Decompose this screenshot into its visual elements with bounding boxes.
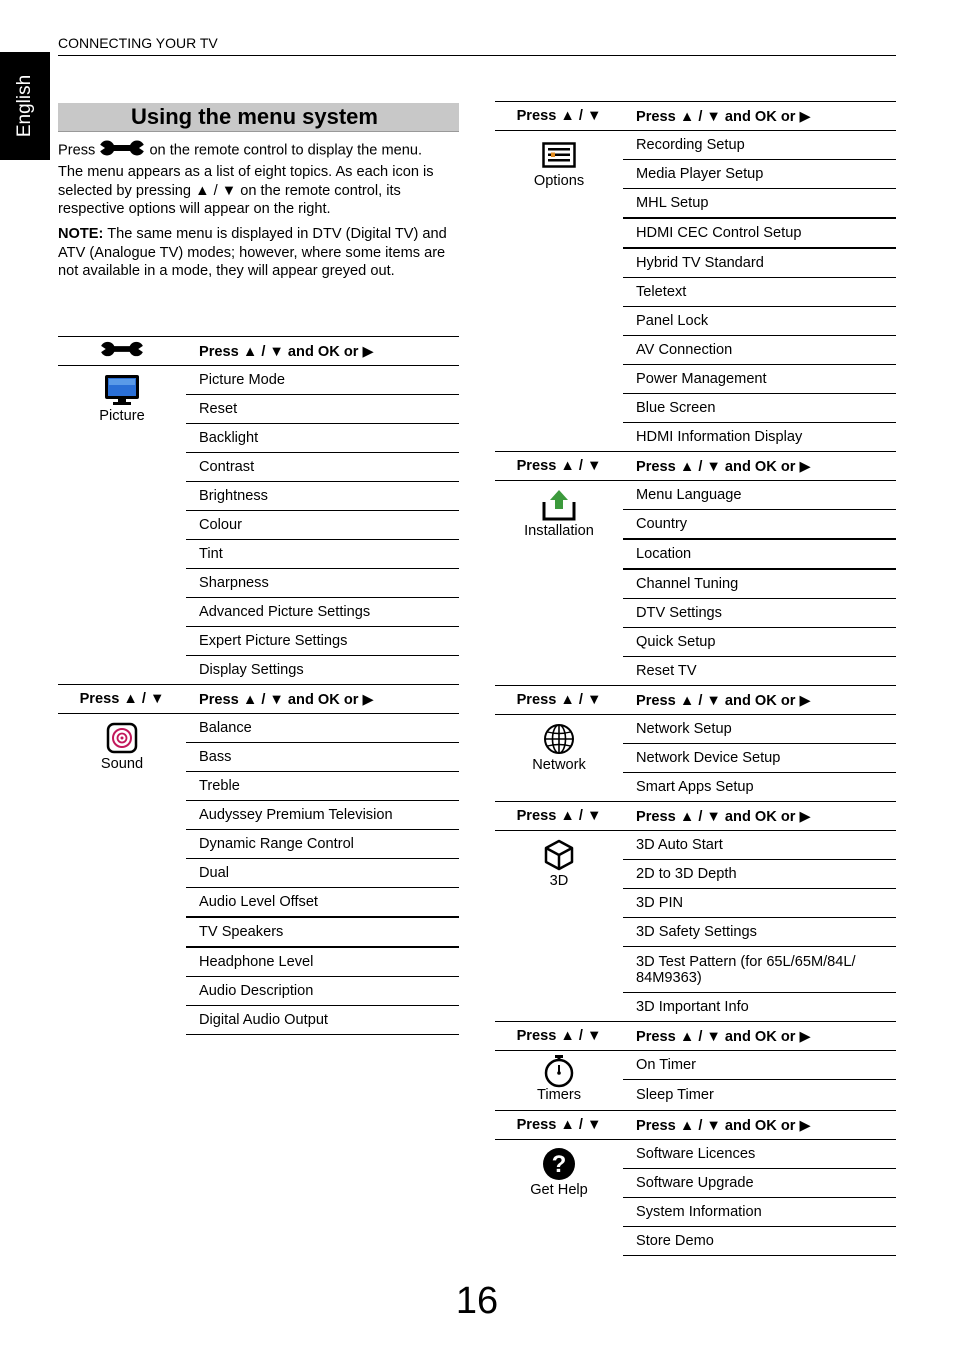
network-label: Network xyxy=(532,757,586,773)
help-icon xyxy=(495,1148,623,1180)
timers-section xyxy=(495,1022,896,1111)
installation-section xyxy=(495,452,896,686)
press-ok-instruction: Press ▲ / ▼ and OK or ▶ xyxy=(623,452,896,481)
menu-item: Sleep Timer xyxy=(636,1087,714,1103)
menu-item: 3D Auto Start xyxy=(623,831,896,860)
tv-icon xyxy=(58,374,186,406)
press-instruction: Press ▲ / ▼ xyxy=(495,686,623,715)
intro-paragraph: The menu appears as a list of eight topics. As each icon is selected by pressing ▲ / ▼ on the remote control, its respective options will appear on the right. xyxy=(58,164,434,217)
menu-item: Blue Screen xyxy=(623,394,896,423)
menu-item: Dynamic Range Control xyxy=(186,830,459,859)
menu-item: Digital Audio Output xyxy=(186,1006,459,1035)
menu-item: Audio Description xyxy=(186,977,459,1006)
menu-item: Media Player Setup xyxy=(623,160,896,189)
picture-label: Picture xyxy=(99,408,145,424)
menu-item: Software Upgrade xyxy=(623,1169,896,1198)
press-ok-instruction: Press ▲ / ▼ and OK or ▶ xyxy=(623,802,896,831)
menu-item: 3D Safety Settings xyxy=(623,918,896,947)
press-ok-instruction: Press ▲ / ▼ and OK or ▶ xyxy=(623,102,896,131)
globe-icon xyxy=(495,723,623,755)
menu-item: Backlight xyxy=(186,424,459,453)
press-ok-instruction: Press ▲ / ▼ and OK or ▶ xyxy=(186,685,459,714)
menu-item: Colour xyxy=(186,511,459,540)
menu-item: System Information xyxy=(623,1198,896,1227)
menu-item: Hybrid TV Standard xyxy=(623,248,896,278)
menu-item: Brightness xyxy=(186,482,459,511)
menu-item: Tint xyxy=(186,540,459,569)
menu-item: Quick Setup xyxy=(623,628,896,657)
sound-section xyxy=(58,685,459,1035)
menu-item: Dual xyxy=(186,859,459,888)
language-tab xyxy=(0,52,50,160)
menu-item: HDMI Information Display xyxy=(636,429,803,445)
picture-section xyxy=(58,337,459,685)
intro-press-line xyxy=(58,138,460,164)
wrench-icon xyxy=(99,138,145,164)
menu-item: Audio Level Offset xyxy=(186,888,459,918)
menu-item: Audyssey Premium Television xyxy=(186,801,459,830)
installation-icon-cell xyxy=(495,481,623,686)
menu-item: AV Connection xyxy=(623,336,896,365)
3d-section xyxy=(495,802,896,1022)
sound-label: Sound xyxy=(100,756,144,772)
wrench-icon xyxy=(100,339,144,363)
timers-icon-cell xyxy=(495,1051,623,1111)
menu-item: 3D PIN xyxy=(623,889,896,918)
menu-item: Smart Apps Setup xyxy=(636,779,754,795)
press-instruction: Press ▲ / ▼ xyxy=(58,685,186,714)
network-section xyxy=(495,686,896,802)
menu-item: 3D Test Pattern (for 65L/65M/84L/ 84M9363) xyxy=(623,947,896,993)
note-label: NOTE: xyxy=(58,226,104,242)
menu-table-left xyxy=(58,336,459,1035)
timers-label: Timers xyxy=(536,1087,582,1103)
menu-item: Teletext xyxy=(623,278,896,307)
get-help-icon-cell xyxy=(495,1140,623,1256)
menu-item: Headphone Level xyxy=(186,947,459,977)
menu-item: Network Setup xyxy=(623,715,896,744)
menu-item: Expert Picture Settings xyxy=(186,627,459,656)
menu-item: Treble xyxy=(186,772,459,801)
menu-item: On Timer xyxy=(623,1051,896,1080)
svg-text:?: ? xyxy=(551,1151,567,1178)
header-divider xyxy=(58,55,896,56)
menu-item: Balance xyxy=(186,714,459,743)
menu-item: Power Management xyxy=(623,365,896,394)
menu-item: 2D to 3D Depth xyxy=(623,860,896,889)
3d-label: 3D xyxy=(549,873,569,889)
menu-table-right xyxy=(495,101,896,1256)
section-header: CONNECTING YOUR TV xyxy=(58,35,218,51)
intro-press-prefix: Press xyxy=(58,142,96,159)
menu-item: Country xyxy=(623,510,896,540)
menu-item: Menu Language xyxy=(623,481,896,510)
menu-item: Display Settings xyxy=(199,662,304,678)
options-label: Options xyxy=(533,173,585,189)
press-instruction: Press ▲ / ▼ xyxy=(495,802,623,831)
press-ok-instruction: Press ▲ / ▼ and OK or ▶ xyxy=(623,1022,896,1051)
options-section xyxy=(495,102,896,452)
menu-item: 3D Important Info xyxy=(636,999,749,1015)
press-ok-instruction: Press ▲ / ▼ and OK or ▶ xyxy=(623,686,896,715)
stopwatch-icon xyxy=(495,1055,623,1087)
press-ok-instruction: Press ▲ / ▼ and OK or ▶ xyxy=(623,1111,896,1140)
menu-item: Store Demo xyxy=(623,1227,896,1256)
language-tab-label: English xyxy=(14,74,35,138)
intro-note xyxy=(58,225,460,281)
intro-press-suffix: on the remote control to display the menu. xyxy=(149,142,423,159)
speaker-icon xyxy=(58,722,186,754)
install-arrow-icon xyxy=(495,489,623,521)
menu-item: MHL Setup xyxy=(623,189,896,219)
cube-icon xyxy=(495,839,623,871)
options-list-icon xyxy=(495,139,623,171)
menu-item: Picture Mode xyxy=(186,366,459,395)
press-ok-instruction: Press ▲ / ▼ and OK or ▶ xyxy=(186,337,459,366)
network-icon-cell xyxy=(495,715,623,802)
menu-item: Bass xyxy=(186,743,459,772)
menu-item: Panel Lock xyxy=(623,307,896,336)
picture-icon-cell xyxy=(58,366,186,685)
get-help-label: Get Help xyxy=(530,1182,588,1198)
menu-item: Network Device Setup xyxy=(623,744,896,773)
get-help-section xyxy=(495,1111,896,1256)
menu-item: Software Licences xyxy=(623,1140,896,1169)
menu-item: Location xyxy=(623,539,896,569)
menu-item: HDMI CEC Control Setup xyxy=(623,218,896,248)
installation-label: Installation xyxy=(524,523,594,539)
menu-item: DTV Settings xyxy=(623,599,896,628)
title-bar xyxy=(58,103,459,132)
menu-item: Advanced Picture Settings xyxy=(186,598,459,627)
press-instruction: Press ▲ / ▼ xyxy=(495,1111,623,1140)
menu-item: TV Speakers xyxy=(186,917,459,947)
wrench-header xyxy=(58,337,186,366)
3d-icon-cell xyxy=(495,831,623,1022)
menu-item: Recording Setup xyxy=(623,131,896,160)
menu-item: Channel Tuning xyxy=(623,569,896,599)
press-instruction: Press ▲ / ▼ xyxy=(495,1022,623,1051)
menu-item: Sharpness xyxy=(186,569,459,598)
page-title: Using the menu system xyxy=(131,104,378,129)
menu-item: Contrast xyxy=(186,453,459,482)
press-instruction: Press ▲ / ▼ xyxy=(495,102,623,131)
sound-icon-cell xyxy=(58,714,186,1035)
menu-item: Reset TV xyxy=(636,663,697,679)
press-instruction: Press ▲ / ▼ xyxy=(495,452,623,481)
options-icon-cell xyxy=(495,131,623,452)
menu-item: Reset xyxy=(186,395,459,424)
page-number: 16 xyxy=(455,1280,499,1322)
note-text: The same menu is displayed in DTV (Digital TV) and ATV (Analogue TV) modes; however, where some items are not available in a mode, they will appear greyed out. xyxy=(58,226,447,279)
